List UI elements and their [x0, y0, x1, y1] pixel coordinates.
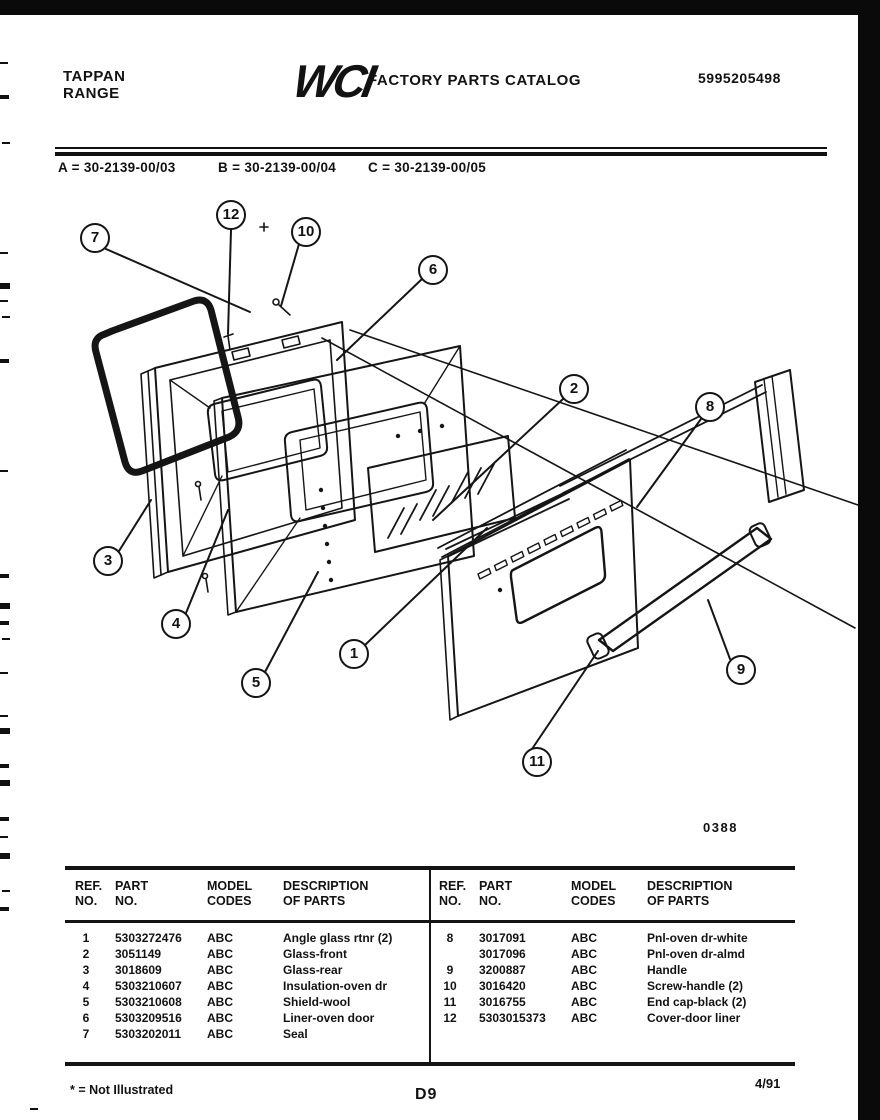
callout-balloon: 3: [93, 546, 123, 576]
table-row: 9 3200887 ABC Handle: [446, 963, 688, 977]
table-row: 5 5303210608 ABC Shield-wool: [82, 995, 351, 1009]
col-part: PART NO.: [479, 879, 513, 908]
table-row: 4 5303210607 ABC Insulation-oven dr: [82, 979, 388, 993]
table-row: 3 3018609 ABC Glass-rear: [82, 963, 343, 977]
not-illustrated-note: * = Not Illustrated: [70, 1083, 174, 1097]
table-header: [437, 879, 789, 909]
table-header-rule: [65, 920, 795, 923]
table-row: 12 5303015373 ABC Cover-door liner: [443, 1011, 741, 1025]
callout-balloon: 10: [291, 217, 321, 247]
col-ref: REF. NO.: [439, 879, 467, 908]
parts-table: [65, 866, 795, 1066]
brand-line1: TAPPAN: [63, 68, 126, 85]
table-row: 8 3017091 ABC Pnl-oven dr-white: [446, 931, 748, 945]
door-liner-panel: [214, 346, 502, 615]
callout-balloon: 8: [695, 392, 725, 422]
brand-line2: RANGE: [63, 85, 120, 102]
callout-balloon: 4: [161, 609, 191, 639]
publication-number: 5995205498: [698, 70, 781, 86]
callout-balloon: 12: [216, 200, 246, 230]
callout-balloon: 5: [241, 668, 271, 698]
table-row: 2 3051149 ABC Glass-front: [82, 947, 348, 961]
table-header: [73, 879, 425, 909]
catalog-title: FACTORY PARTS CATALOG: [368, 72, 582, 89]
callout-balloon: 11: [522, 747, 552, 777]
revision-date: 4/91: [755, 1076, 781, 1091]
table-divider: [429, 870, 431, 1062]
wci-logo: WCI: [289, 55, 377, 107]
callout-balloon: 7: [80, 223, 110, 253]
col-desc: DESCRIPTION OF PARTS: [647, 879, 733, 908]
side-channel: [755, 370, 804, 502]
col-part: PART NO.: [115, 879, 149, 908]
table-row: 3017096 ABC Pnl-oven dr-almd: [479, 947, 746, 961]
col-ref: REF. NO.: [75, 879, 103, 908]
model-code-b: B = 30-2139-00/04: [218, 160, 337, 175]
diagram-code: 0388: [703, 820, 738, 835]
rivet-dots: [319, 424, 502, 592]
col-model: MODEL CODES: [571, 879, 617, 908]
door-handle: [586, 522, 772, 661]
callout-balloon: 6: [418, 255, 448, 285]
col-model: MODEL CODES: [207, 879, 253, 908]
page-number: D9: [415, 1086, 438, 1103]
model-code-c: C = 30-2139-00/05: [368, 160, 487, 175]
callout-balloon: 1: [339, 639, 369, 669]
table-row: 11 3016755 ABC End cap-black (2): [443, 995, 747, 1009]
callout-balloon: 2: [559, 374, 589, 404]
callout-balloon: 9: [726, 655, 756, 685]
col-desc: DESCRIPTION OF PARTS: [283, 879, 369, 908]
table-row: 10 3016420 ABC Screw-handle (2): [443, 979, 744, 993]
table-row: 6 5303209516 ABC Liner-oven door: [82, 1011, 375, 1025]
table-row: 7 5303202011 ABC Seal: [82, 1027, 308, 1041]
door-window: [511, 527, 605, 623]
inner-door-frame: [141, 322, 355, 578]
model-code-a: A = 30-2139-00/03: [58, 160, 176, 175]
table-row: 1 5303272476 ABC Angle glass rtnr (2): [82, 931, 393, 945]
